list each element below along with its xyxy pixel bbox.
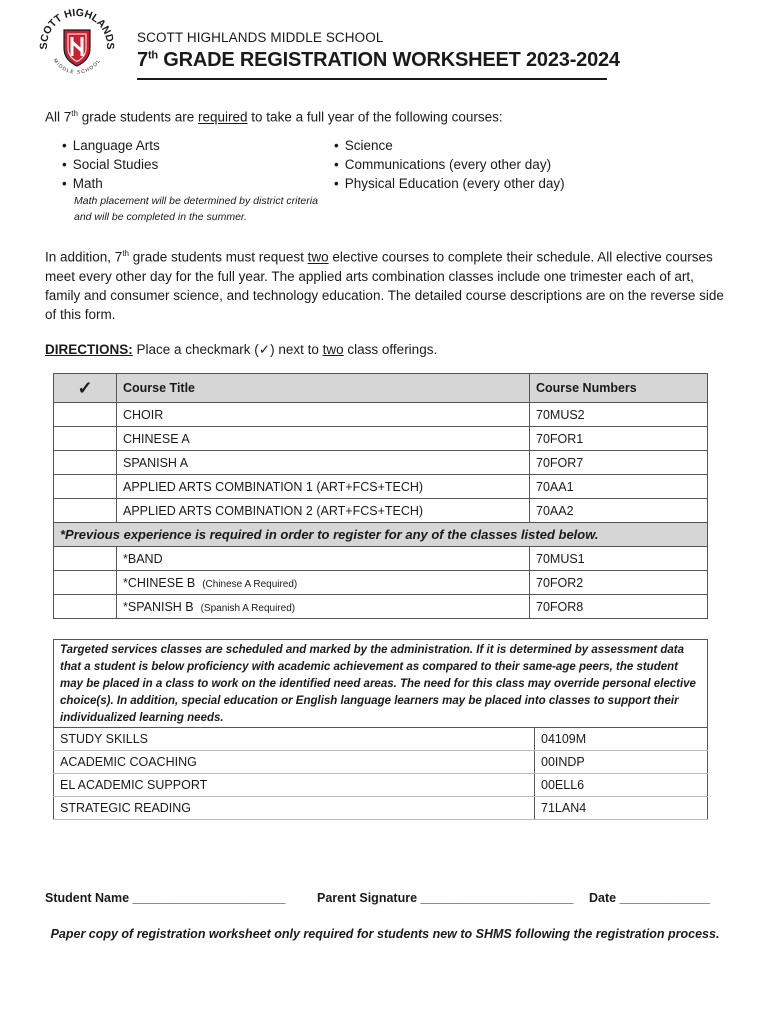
required-courses-right bbox=[334, 136, 565, 193]
course-title: ACADEMIC COACHING bbox=[54, 751, 535, 774]
checkbox-cell-applied-arts-2[interactable] bbox=[54, 499, 117, 523]
course-number: 04109M bbox=[535, 728, 708, 751]
course-number: 70FOR1 bbox=[530, 427, 708, 451]
list-item: • Math bbox=[62, 174, 160, 193]
date-field[interactable]: Date _____________ bbox=[589, 891, 710, 905]
table-row bbox=[54, 728, 708, 751]
list-item: • Communications (every other day) bbox=[334, 155, 565, 174]
course-title: SPANISH A bbox=[117, 451, 530, 475]
course-number: 00INDP bbox=[535, 751, 708, 774]
previous-experience-note: *Previous experience is required in order to register for any of the classes listed below. bbox=[54, 523, 708, 547]
course-number: 00ELL6 bbox=[535, 774, 708, 797]
course-title: *CHINESE B (Chinese A Required) bbox=[117, 571, 530, 595]
course-table bbox=[53, 373, 708, 619]
directions: DIRECTIONS: Place a checkmark (✓) next to two class offerings. bbox=[45, 342, 438, 357]
parent-signature-field[interactable]: Parent Signature ______________________ bbox=[317, 891, 574, 905]
course-title: STRATEGIC READING bbox=[54, 797, 535, 820]
math-placement-note: Math placement will be determined by district criteria and will be completed in the summer. bbox=[74, 195, 318, 223]
course-title-header: Course Title bbox=[117, 374, 530, 403]
school-logo-icon bbox=[38, 4, 116, 82]
school-name: SCOTT HIGHLANDS MIDDLE SCHOOL bbox=[137, 30, 384, 45]
table-row bbox=[54, 595, 708, 619]
page-title: 7th GRADE REGISTRATION WORKSHEET 2023-2024 bbox=[137, 49, 620, 71]
course-title: EL ACADEMIC SUPPORT bbox=[54, 774, 535, 797]
student-name-field[interactable]: Student Name ______________________ bbox=[45, 891, 286, 905]
check-column-header: ✓ bbox=[54, 374, 117, 403]
table-row bbox=[54, 571, 708, 595]
course-number: 70MUS2 bbox=[530, 403, 708, 427]
course-title: APPLIED ARTS COMBINATION 2 (ART+FCS+TECH) bbox=[117, 499, 530, 523]
footer-note: Paper copy of registration worksheet only required for students new to SHMS following the registration process. bbox=[50, 927, 720, 941]
required-courses-left bbox=[62, 136, 160, 193]
course-title: *SPANISH B (Spanish A Required) bbox=[117, 595, 530, 619]
checkbox-cell-band[interactable] bbox=[54, 547, 117, 571]
course-number: 70MUS1 bbox=[530, 547, 708, 571]
prerequisite-note: (Chinese A Required) bbox=[202, 578, 298, 590]
course-title: STUDY SKILLS bbox=[54, 728, 535, 751]
previous-experience-row bbox=[54, 523, 708, 547]
course-number: 70AA2 bbox=[530, 499, 708, 523]
course-number: 70FOR2 bbox=[530, 571, 708, 595]
list-item: • Language Arts bbox=[62, 136, 160, 155]
table-row bbox=[54, 547, 708, 571]
table-row bbox=[54, 475, 708, 499]
logo-top-text: SCOTT HIGHLANDS bbox=[38, 6, 116, 50]
title-underline bbox=[137, 78, 607, 80]
course-title: *BAND bbox=[117, 547, 530, 571]
table-header-row bbox=[54, 374, 708, 403]
course-title: CHOIR bbox=[117, 403, 530, 427]
targeted-intro-row bbox=[54, 640, 708, 728]
checkbox-cell-spanish-b[interactable] bbox=[54, 595, 117, 619]
elective-paragraph: In addition, 7th grade students must request two elective courses to complete their schedule. All elective courses meet every other day for the full year. The applied arts combination classes include one trimester each of art, family and consumer science, and technology education. The detailed course descriptions are on the reverse side of this form. bbox=[45, 249, 724, 322]
table-row bbox=[54, 499, 708, 523]
targeted-services-intro: Targeted services classes are scheduled and marked by the administration. If it is determined by assessment data that a student is below proficiency with academic achievement as compared to their same-age peers, the student may be placed in a class to work on the identified need areas. The need for this class may override personal elective choice(s). In addition, special education or English language learners may be placed into classes to support their individualized learning needs. bbox=[54, 640, 708, 728]
list-item: • Science bbox=[334, 136, 565, 155]
checkbox-cell-choir[interactable] bbox=[54, 403, 117, 427]
list-item: • Social Studies bbox=[62, 155, 160, 174]
table-row bbox=[54, 797, 708, 820]
course-number-header: Course Numbers bbox=[530, 374, 708, 403]
intro-text: All 7th grade students are required to take a full year of the following courses: bbox=[45, 109, 503, 125]
checkbox-cell-chinese-b[interactable] bbox=[54, 571, 117, 595]
course-number: 71LAN4 bbox=[535, 797, 708, 820]
checkbox-cell-applied-arts-1[interactable] bbox=[54, 475, 117, 499]
course-number: 70FOR7 bbox=[530, 451, 708, 475]
targeted-services-table bbox=[53, 639, 708, 820]
logo-bottom-text: MIDDLE SCHOOL bbox=[51, 57, 103, 76]
table-row bbox=[54, 427, 708, 451]
list-item: • Physical Education (every other day) bbox=[334, 174, 565, 193]
course-number: 70FOR8 bbox=[530, 595, 708, 619]
checkbox-cell-spanish-a[interactable] bbox=[54, 451, 117, 475]
table-row bbox=[54, 403, 708, 427]
table-row bbox=[54, 774, 708, 797]
table-row bbox=[54, 751, 708, 774]
prerequisite-note: (Spanish A Required) bbox=[200, 602, 296, 614]
table-row bbox=[54, 451, 708, 475]
course-title: CHINESE A bbox=[117, 427, 530, 451]
checkbox-cell-chinese-a[interactable] bbox=[54, 427, 117, 451]
course-number: 70AA1 bbox=[530, 475, 708, 499]
course-title: APPLIED ARTS COMBINATION 1 (ART+FCS+TECH) bbox=[117, 475, 530, 499]
